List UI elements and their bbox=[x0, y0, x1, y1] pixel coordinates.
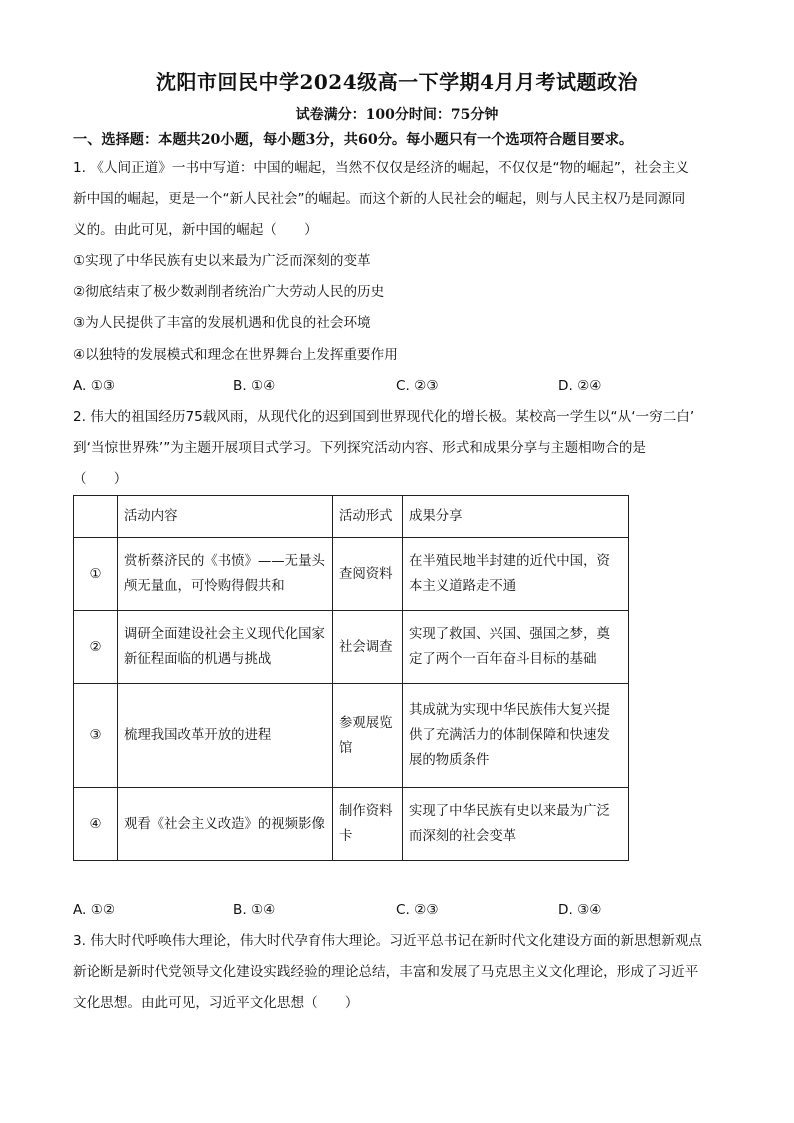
table-header-cell: 成果分享 bbox=[403, 496, 629, 538]
row-number: ① bbox=[74, 538, 118, 611]
table-header-row bbox=[74, 496, 629, 538]
q1-option-d: D. ②④ bbox=[558, 378, 602, 394]
q1-statement: ④以独特的发展模式和理念在世界舞台上发挥重要作用 bbox=[73, 347, 398, 363]
activity-form: 查阅资料 bbox=[333, 538, 403, 611]
q2-option-a: A. ①② bbox=[73, 902, 116, 918]
row-number: ④ bbox=[74, 788, 118, 861]
row-number: ② bbox=[74, 611, 118, 684]
q1-statement: ②彻底结束了极少数剥削者统治广大劳动人民的历史 bbox=[73, 284, 385, 300]
q2-option-d: D. ③④ bbox=[558, 902, 602, 918]
q2-option-b: B. ①④ bbox=[233, 902, 276, 918]
result-share: 实现了中华民族有史以来最为广泛而深刻的社会变革 bbox=[403, 788, 629, 861]
q1-option-c: C. ②③ bbox=[396, 378, 439, 394]
activity-content: 赏析蔡济民的《书愤》——无量头颅无量血，可怜购得假共和 bbox=[118, 538, 333, 611]
table-header-cell: 活动形式 bbox=[333, 496, 403, 538]
q3-stem-line: 文化思想。由此可见，习近平文化思想（ ） bbox=[73, 995, 359, 1011]
q1-option-b: B. ①④ bbox=[233, 378, 276, 394]
q1-statement: ③为人民提供了丰富的发展机遇和优良的社会环境 bbox=[73, 315, 371, 331]
q3-stem-line: 3. 伟大时代呼唤伟大理论，伟大时代孕育伟大理论。习近平总书记在新时代文化建设方面的新思想新观点 bbox=[73, 933, 703, 949]
activity-content: 调研全面建设社会主义现代化国家新征程面临的机遇与挑战 bbox=[118, 611, 333, 684]
row-number: ③ bbox=[74, 684, 118, 788]
table-row bbox=[74, 788, 629, 861]
activity-form: 社会调查 bbox=[333, 611, 403, 684]
result-share: 在半殖民地半封建的近代中国，资本主义道路走不通 bbox=[403, 538, 629, 611]
table-row bbox=[74, 611, 629, 684]
table-row bbox=[74, 684, 629, 788]
q2-option-c: C. ②③ bbox=[396, 902, 439, 918]
q1-stem-line: 新中国的崛起，更是一个“新人民社会”的崛起。而这个新的人民社会的崛起，则与人民主权乃是同源同 bbox=[73, 191, 686, 207]
q2-stem-line: 到‘当惊世界殊’”为主题开展项目式学习。下列探究活动内容、形式和成果分享与主题相吻合的是 bbox=[73, 440, 647, 456]
page-title: 沈阳市回民中学2024级高一下学期4月月考试题政治 bbox=[155, 70, 639, 94]
q1-option-a: A. ①③ bbox=[73, 378, 116, 394]
result-share: 其成就为实现中华民族伟大复兴提供了充满活力的体制保障和快速发展的物质条件 bbox=[403, 684, 629, 788]
q2-stem-line: （ ） bbox=[73, 471, 128, 487]
q1-statement: ①实现了中华民族有史以来最为广泛而深刻的变革 bbox=[73, 253, 371, 269]
table-header-cell bbox=[74, 496, 118, 538]
q2-stem-line: 2. 伟大的祖国经历75载风雨，从现代化的迟到国到世界现代化的增长极。某校高一学生以“从‘一穷二白’ bbox=[73, 409, 695, 425]
activity-form: 制作资料卡 bbox=[333, 788, 403, 861]
table-header-cell: 活动内容 bbox=[118, 496, 333, 538]
activity-content: 梳理我国改革开放的进程 bbox=[118, 684, 333, 788]
exam-info: 试卷满分：100分时间：75分钟 bbox=[295, 107, 499, 123]
q1-stem-line: 义的。由此可见，新中国的崛起（ ） bbox=[73, 222, 318, 238]
result-share: 实现了救国、兴国、强国之梦，奠定了两个一百年奋斗目标的基础 bbox=[403, 611, 629, 684]
activity-form: 参观展览馆 bbox=[333, 684, 403, 788]
activity-content: 观看《社会主义改造》的视频影像 bbox=[118, 788, 333, 861]
q1-stem-line: 1. 《人间正道》一书中写道：中国的崛起，当然不仅仅是经济的崛起，不仅仅是“物的崛起”，社会主义 bbox=[73, 160, 689, 176]
section-heading: 一、选择题：本题共20小题，每小题3分，共60分。每小题只有一个选项符合题目要求。 bbox=[73, 132, 634, 148]
table-row bbox=[74, 538, 629, 611]
q3-stem-line: 新论断是新时代党领导文化建设实践经验的理论总结，丰富和发展了马克思主义文化理论，形成了习近平 bbox=[73, 964, 699, 980]
q2-table bbox=[73, 495, 629, 861]
